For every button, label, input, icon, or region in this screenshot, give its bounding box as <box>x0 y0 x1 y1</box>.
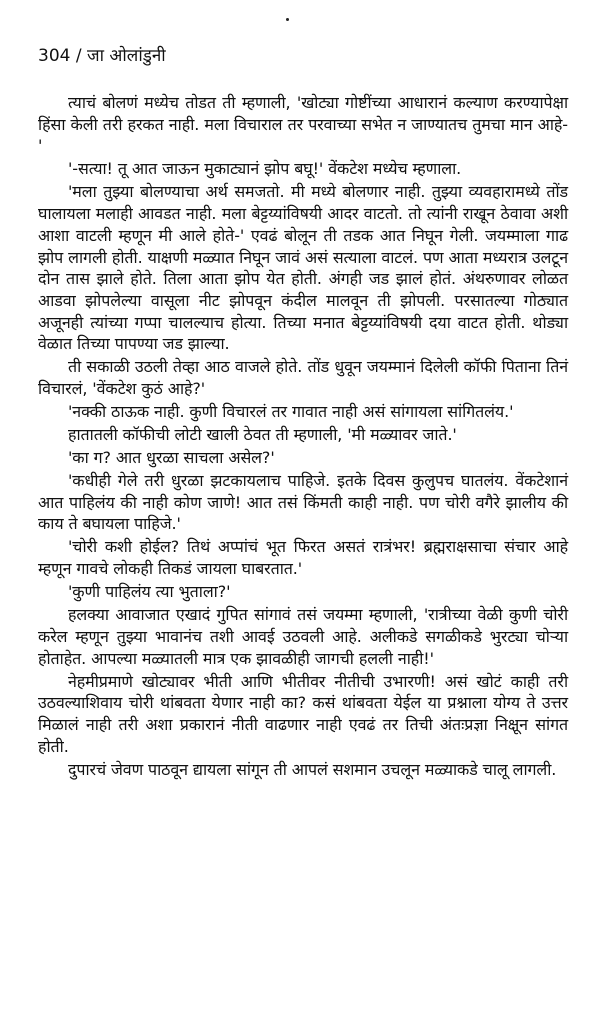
book-title: जा ओलांडुनी <box>87 46 166 66</box>
paragraph: ती सकाळी उठली तेव्हा आठ वाजले होते. तोंड धुवून जयम्मानं दिलेली कॉफी पिताना तिनं विचारलं, 'वेंकटेश कुठं आहे?' <box>38 357 568 399</box>
paragraph: हलक्या आवाजात एखादं गुपित सांगावं तसं जयम्मा म्हणाली, 'रात्रीच्या वेळी कुणी चोरी करेल म्हणून तुझ्या भावानंच तशी आवई उठवली आहे. अलीकडे सगळीकडे भुरट्या चोऱ्या होताहेत. आपल्या मळ्यातली मात्र एक झावळीही जागची हलली नाही!' <box>38 605 568 668</box>
paragraph: 'कुणी पाहिलंय त्या भुताला?' <box>68 582 231 602</box>
paragraph: दुपारचं जेवण पाठवून द्यायला सांगून ती आपलं सशमान उचलून मळ्याकडे चालू लागली. <box>68 759 557 779</box>
page-header <box>38 46 166 66</box>
page-number: 304 <box>38 46 71 66</box>
print-speck <box>286 18 289 21</box>
paragraph: '-सत्या! तू आत जाऊन मुकाट्यानं झोप बघू!' वेंकटेश मध्येच म्हणाला. <box>68 159 462 179</box>
paragraph: हातातली कॉफीची लोटी खाली ठेवत ती म्हणाली, 'मी मळ्यावर जाते.' <box>68 425 457 445</box>
paragraph: त्याचं बोलणं मध्येच तोडत ती म्हणाली, 'खोट्या गोष्टींच्या आधारानं कल्याण करण्यापेक्षा हिंसा केली तरी हरकत नाही. मला विचाराल तर परवाच्या सभेत न जाण्यातच तुमचा मान आहे-' <box>38 93 568 156</box>
paragraph: 'का ग? आत धुरळा साचला असेल?' <box>68 448 275 468</box>
page-body <box>38 92 568 782</box>
paragraph: 'कधीही गेले तरी धुरळा झटकायलाच पाहिजे. इतके दिवस कुलुपच घातलंय. वेंकटेशानं आत पाहिलंय की नाही कोण जाणे! आत तसं किंमती काही नाही. पण चोरी वगैरे झालीय की काय ते बघायला पाहिजे.' <box>38 471 568 534</box>
paragraph: नेहमीप्रमाणे खोट्यावर भीती आणि भीतीवर नीतीची उभारणी! असं खोटं काही तरी उठवल्याशिवाय चोरी थांबवता येणार नाही का? कसं थांबवता येईल या प्रश्नाला योग्य ते उत्तर मिळालं नाही तरी अशा प्रकारानं नीती वाढणार नाही एवढं तर तिची अंतःप्रज्ञा निक्षून सांगत होती. <box>38 671 568 756</box>
header-separator: / <box>75 46 82 66</box>
paragraph: 'चोरी कशी होईल? तिथं अप्पांचं भूत फिरत असतं रात्रंभर! ब्रह्मराक्षसाचा संचार आहे म्हणून गावचे लोकही तिकडं जायला घाबरतात.' <box>38 537 568 579</box>
paragraph: 'मला तुझ्या बोलण्याचा अर्थ समजतो. मी मध्ये बोलणार नाही. तुझ्या व्यवहारामध्ये तोंड घालायला मलाही आवडत नाही. मला बेट्टय्यांविषयी आदर वाटतो. तो त्यांनी राखून ठेवावा अशी आशा वाटली म्हणून मी आले होते-' एवढं बोलून ती तडक आत निघून गेली. जयम्माला गाढ झोप लागली होती. याक्षणी मळ्यात निघून जावं असं सत्याला वाटलं. पण आता मध्यरात्र उलटून दोन तास झाले होते. तिला आता झोप येत होती. अंगही जड झालं होतं. अंथरुणावर लोळत आडवा झोपलेल्या वासूला नीट झोपवून कंदील मालवून ती झोपली. परसातल्या गोठ्यात अजूनही त्यांच्या गप्पा चालल्याच होत्या. तिच्या मनात बेट्टय्यांविषयी दया वाटत होती. थोड्या वेळात तिच्या पापण्या जड झाल्या. <box>38 182 568 354</box>
paragraph: 'नक्की ठाऊक नाही. कुणी विचारलं तर गावात नाही असं सांगायला सांगितलंय.' <box>68 402 514 422</box>
